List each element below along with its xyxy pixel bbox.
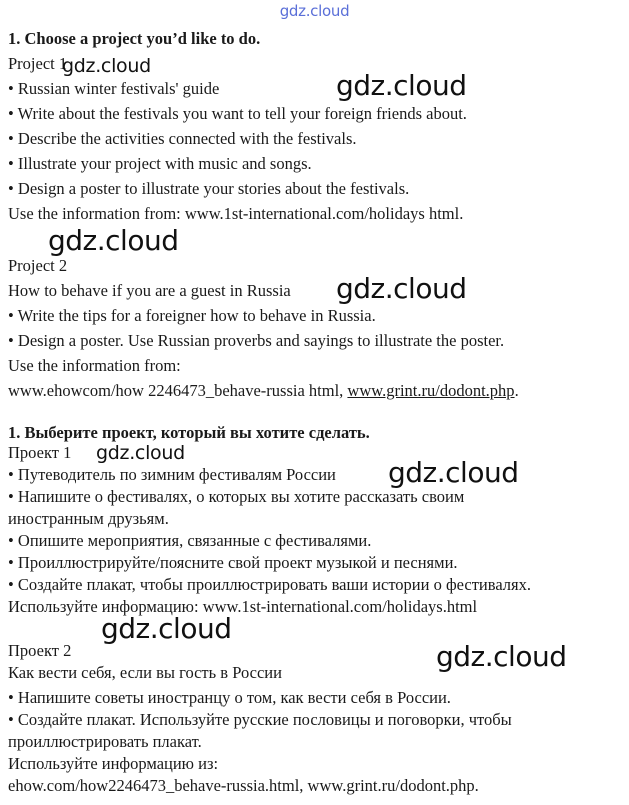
russian-project1-bullet: • Напишите о фестивалях, о которых вы хотите рассказать своим [8, 487, 465, 506]
russian-project1-label: Проект 1 [8, 443, 72, 462]
watermark: gdz.cloud [48, 224, 179, 257]
russian-project2-bullet: • Создайте плакат. Используйте русские пословицы и поговорки, чтобы [8, 710, 512, 729]
russian-project1-bullet: • Создайте плакат, чтобы проиллюстрировать ваши истории о фестивалях. [8, 575, 531, 594]
link-period: . [514, 381, 519, 400]
russian-project2-subtitle: Как вести себя, если вы гость в России [8, 663, 282, 682]
english-project2-info-intro: Use the information from: [8, 356, 181, 375]
watermark: gdz.cloud [436, 640, 567, 673]
russian-project2-bullet: • Напишите советы иностранцу о том, как вести себя в России. [8, 688, 451, 707]
english-project1-bullet: • Describe the activities connected with the festivals. [8, 129, 357, 148]
grint-link[interactable]: www.grint.ru/dodont.php [347, 381, 515, 400]
russian-heading: 1. Выберите проект, который вы хотите сделать. [8, 423, 370, 442]
watermark: gdz.cloud [62, 55, 151, 77]
english-project1-bullet: • Write about the festivals you want to tell your foreign friends about. [8, 104, 467, 123]
russian-project2-label: Проект 2 [8, 641, 72, 660]
english-heading: 1. Choose a project you’d like to do. [8, 29, 261, 48]
watermark: gdz.cloud [336, 69, 467, 102]
russian-project1-bullet: • Опишите мероприятия, связанные с фестивалями. [8, 531, 372, 550]
english-project2-label: Project 2 [8, 256, 68, 275]
english-project2-subtitle: How to behave if you are a guest in Russia [8, 281, 291, 300]
russian-project1-bullet: иностранным друзьям. [8, 509, 169, 528]
russian-project2-bullet: проиллюстрировать плакат. [8, 732, 202, 751]
top-watermark: gdz.cloud [279, 2, 350, 20]
english-project2-bullet: • Design a poster. Use Russian proverbs and sayings to illustrate the poster. [8, 331, 505, 350]
behave-russia-link: www.ehowcom/how 2246473_behave-russia html, [8, 381, 348, 400]
watermark: gdz.cloud [96, 442, 185, 464]
watermark: gdz.cloud [101, 612, 232, 645]
english-project1-label: Project 1 [8, 54, 68, 73]
english-project2-info-links [8, 381, 519, 401]
russian-project2-info-links: ehow.com/how2246473_behave-russia.html, www.grint.ru/dodont.php. [8, 776, 479, 795]
watermark: gdz.cloud [388, 456, 519, 489]
russian-project2-info-intro: Используйте информацию из: [8, 754, 219, 773]
english-project1-subtitle: • Russian winter festivals' guide [8, 79, 220, 98]
russian-project1-bullet: • Проиллюстрируйте/поясните свой проект музыкой и песнями. [8, 553, 458, 572]
english-project1-bullet: • Illustrate your project with music and songs. [8, 154, 312, 173]
russian-project1-subtitle: • Путеводитель по зимним фестивалям России [8, 465, 336, 484]
english-project1-bullet: • Design a poster to illustrate your stories about the festivals. [8, 179, 410, 198]
english-project2-bullet: • Write the tips for a foreigner how to behave in Russia. [8, 306, 376, 325]
watermark: gdz.cloud [336, 272, 467, 305]
english-project1-info: Use the information from: www.1st-international.com/holidays html. [8, 204, 464, 223]
russian-project1-info: Используйте информацию: www.1st-international.com/holidays.html [8, 597, 478, 616]
